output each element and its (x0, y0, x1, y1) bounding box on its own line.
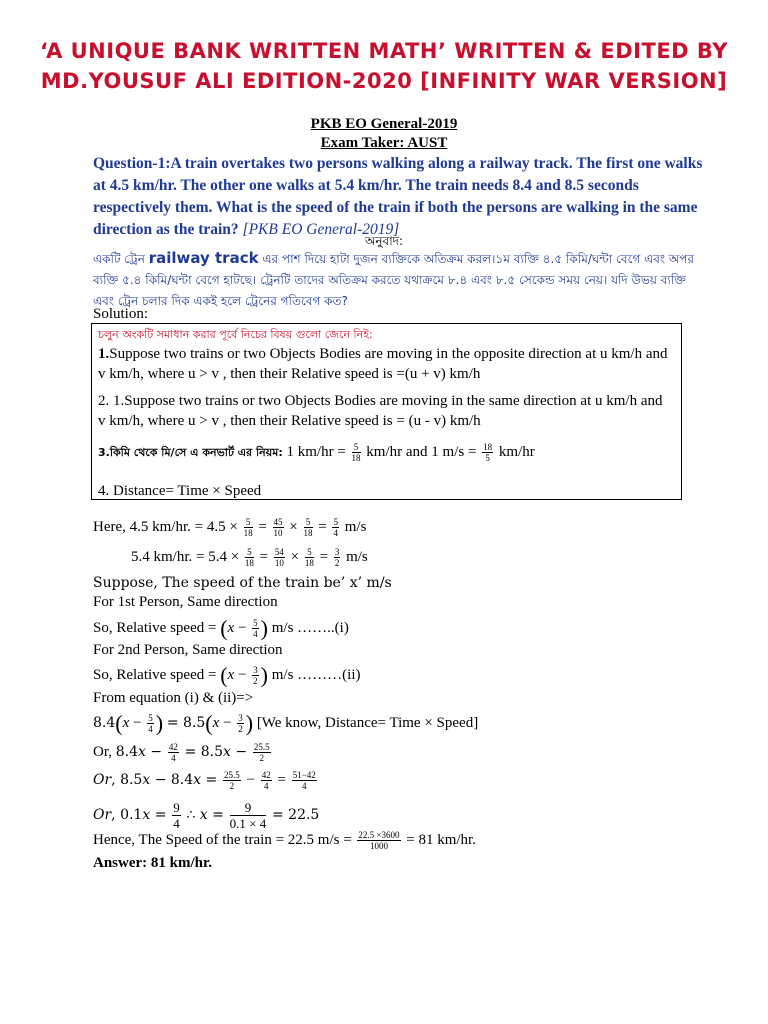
hence-post: = 81 km/hr. (406, 832, 476, 848)
solution-label: Solution: (93, 306, 149, 322)
exam-title: PKB EO General-2019 (310, 116, 458, 132)
unit-ms-1: m/s (344, 519, 367, 535)
fraction-5-18: $\frac{5}{18}$ (351, 442, 361, 464)
equation-2: Or, 8.4x − $\frac{42}{4}$ = 8.5x − $\frac{25.5}{2}$ (93, 742, 270, 764)
rule-1 (98, 344, 673, 384)
conversion-1-label: Here, 4.5 km/hr. = 4.5 × (93, 519, 238, 535)
relative-speed-1-unit: m/s ……..(i) (271, 620, 349, 636)
rule-2: 2. 1.Suppose two trains or two Objects Bodies are moving in the same direction at u km/h and v km/h, where u > v , then their Relative speed is = (u - v) km/h (98, 393, 663, 429)
equation-3: Or, 8.5x − 8.4x = $\frac{25.5}{2}$ − $\frac{42}{4}$ = $\frac{51-42}{4}$ (93, 770, 316, 792)
exam-taker: Exam Taker: AUST (320, 135, 448, 151)
equation-4: Or, 0.1x = $\frac{9}{4}$ ∴ x = $\frac{9}{0.1 \times 4}$ = 22.5 (93, 800, 320, 831)
header-line-2: MD.YOUSUF ALI EDITION-2020 [INFINITY WAR VERSION] (40, 69, 728, 93)
suppose-line: Suppose, The speed of the train be’ x’ m/s (93, 575, 392, 591)
bangla-translation (93, 248, 705, 312)
rule-3-c: km/hr (498, 444, 535, 460)
translation-label: অনুবাদ: (364, 234, 404, 248)
person-2-line: For 2nd Person, Same direction (93, 642, 283, 658)
equation-1-note: [We know, Distance= Time × Speed] (256, 715, 479, 731)
hence-line: Hence, The Speed of the train = 22.5 m/s = $\frac{22.5 \times 3600}{1000}$ = 81 km/hr. (93, 830, 476, 852)
relative-speed-1: So, Relative speed = (x − $\frac{5}{4}$ ) m/s ……..(i) (93, 615, 349, 641)
rule-3-label: 3.কিমি থেকে মি/সে এ কনভার্ট এর নিয়ম: (98, 446, 283, 459)
conversion-2: 5.4 km/hr. = 5.4 × $\frac{5}{18}$ = $\frac{54}{10}$ × $\frac{5}{18}$ = $\frac{3}{2}$ m/s (131, 547, 368, 569)
equation-1: 8.4(x − $\frac{5}{4}$ ) = 8.5(x − $\frac{3}{2}$ ) [We know, Distance= Time × Speed] (93, 710, 479, 736)
rule-4: 4. Distance= Time × Speed (98, 483, 262, 499)
answer-line: Answer: 81 km/hr. (93, 855, 213, 871)
rule-1-number: 1. (98, 346, 110, 362)
rule-3-b: km/hr and 1 m/s = (366, 444, 477, 460)
question-text (93, 153, 705, 241)
rules-note: চলুন অংকটি সমাধান করার পূর্বে নিচের বিষয় গুলো জেনে নিই: (98, 328, 373, 341)
relative-speed-2: So, Relative speed = (x − $\frac{3}{2}$ ) m/s ………(ii) (93, 662, 361, 688)
hence-pre: Hence, The Speed of the train = 22.5 m/s = (93, 832, 352, 848)
page-header (30, 36, 738, 96)
question-source: [PKB EO General-2019] (242, 221, 400, 238)
rule-1-text: Suppose two trains or two Objects Bodies are moving in the opposite direction at u km/h and v km/h, where u > v , then their Relative speed is =(u + v) km/h (98, 346, 668, 382)
conversion-1: Here, 4.5 km/hr. = 4.5 × $\frac{5}{18}$ = $\frac{45}{10}$ × $\frac{5}{18}$ = $\frac{5}{4}$ m/s (93, 517, 367, 539)
fraction-18-5: $\frac{18}{5}$ (483, 442, 493, 464)
rules-box (91, 323, 682, 500)
unit-ms-2: m/s (346, 549, 368, 565)
header-line-1: ‘A UNIQUE BANK WRITTEN MATH’ WRITTEN & EDITED BY (40, 39, 728, 63)
from-equations: From equation (i) & (ii)=> (93, 690, 254, 706)
rule-3-a: 1 km/hr = (286, 444, 346, 460)
bangla-term: railway track (148, 249, 259, 267)
person-1-line: For 1st Person, Same direction (93, 594, 278, 610)
bangla-post: এর পাশ দিয়ে হাটা দুজন ব্যক্তিকে অতিক্রম করল।১ম ব্যক্তি ৪.৫ কিমি/ঘন্টা বেগে এবং অপর ব্যক্তি ৫.৪ কিমি/ঘন্টা বেগে হাটছে। ট্রেনটি তাদের অতিক্রম করতে যথাক্রমে ৮.৪ এবং ৮.৫ সেকেন্ড সময় নেয়। যদি উভয় ব্যক্তি এবং ট্রেন চলার দিক একই হলে ট্রেনের গতিবেগ কত? (93, 252, 695, 308)
relative-speed-2-unit: m/s ………(ii) (271, 667, 361, 683)
question-body: Question-1:A train overtakes two persons walking along a railway track. The first one walks at 4.5 km/hr. The other one walks at 5.4 km/hr. The train needs 8.4 and 8.5 seconds respectively them. What is the speed of the train if both the persons are walking in the same direction as the train? (93, 155, 703, 238)
relative-speed-2-label: So, Relative speed = (93, 667, 217, 683)
conversion-2-label: 5.4 km/hr. = 5.4 × (131, 549, 240, 565)
relative-speed-1-label: So, Relative speed = (93, 620, 217, 636)
bangla-pre: একটি ট্রেন (93, 252, 149, 266)
rule-3 (98, 442, 673, 463)
